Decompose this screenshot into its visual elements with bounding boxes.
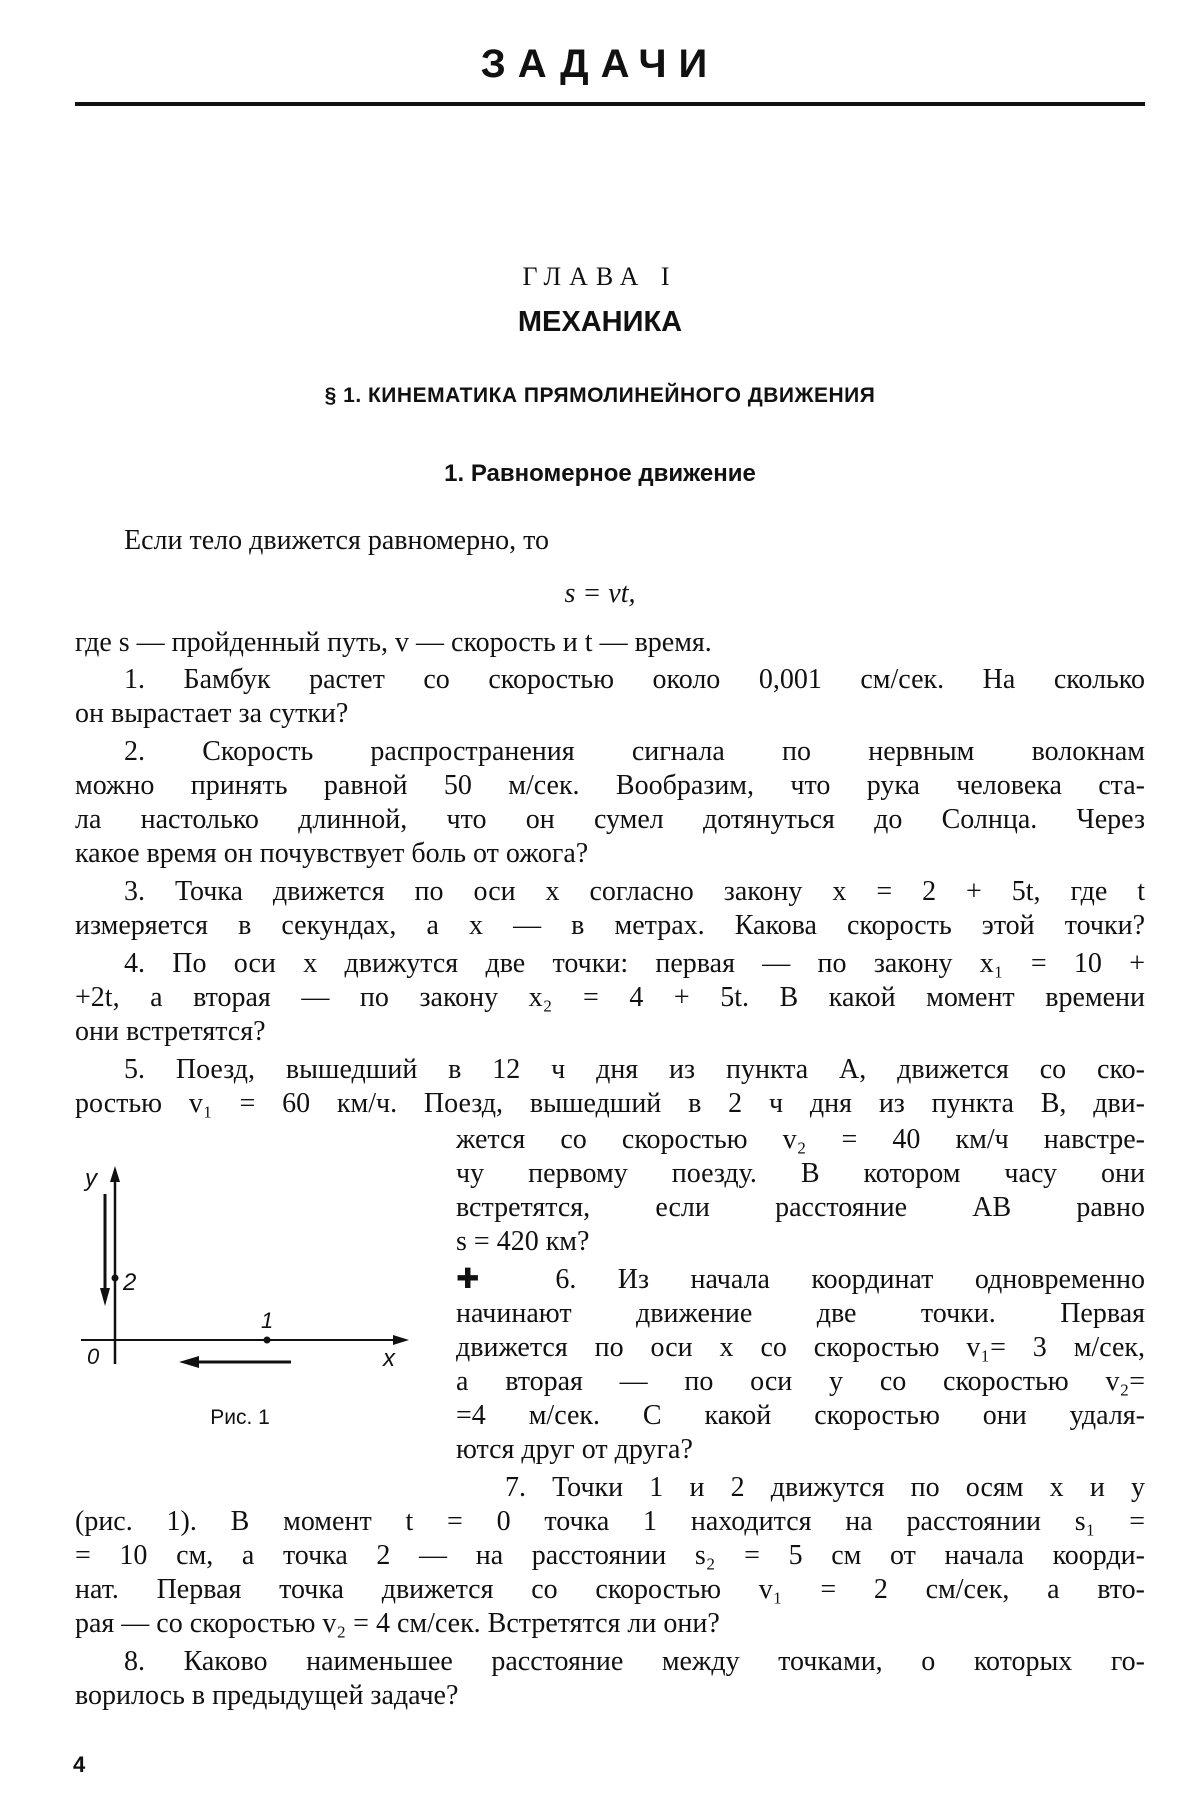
page-title: ЗАДАЧИ	[480, 42, 720, 86]
page-number: 4	[73, 1752, 86, 1777]
text-line: s = 420 км?	[456, 1226, 590, 1257]
formula: s = vt,	[564, 578, 636, 609]
text-line: 7. Точки 1 и 2 движутся по осям x и y	[505, 1472, 1145, 1503]
point-1-velocity-arrowhead	[179, 1356, 199, 1368]
origin-label: 0	[87, 1344, 100, 1369]
text-line: 2. Скорость распространения сигнала по нервным волокнам	[124, 736, 1145, 767]
chapter-label: ГЛАВА I	[522, 262, 678, 291]
text-line: ются друг от друга?	[456, 1434, 693, 1465]
chapter-title: МЕХАНИКА	[517, 306, 683, 338]
text-line: жется со скоростью v₂ = 40 км/ч навстре-	[456, 1124, 1145, 1155]
y-axis-arrowhead	[110, 1166, 120, 1182]
text-line: движется по оси x со скоростью v₁= 3 м/сек,	[456, 1332, 1145, 1363]
point-2-marker	[112, 1275, 119, 1282]
x-axis-label: x	[383, 1345, 395, 1372]
text-line: 5. Поезд, вышедший в 12 ч дня из пункта A, движется со ско-	[124, 1054, 1145, 1085]
where-line: где s — пройденный путь, v — скорость и t — время.	[75, 627, 712, 658]
text-line: можно принять равной 50 м/сек. Вообразим, что рука человека ста-	[75, 770, 1145, 801]
point-2-velocity-arrowhead	[100, 1288, 110, 1306]
text-line: 1. Бамбук растет со скоростью около 0,001 см/сек. На сколько	[124, 664, 1145, 695]
y-axis-label: y	[85, 1165, 97, 1192]
text-line: начинают движение две точки. Первая	[456, 1298, 1145, 1329]
text-line: 8. Каково наименьшее расстояние между точками, о которых го-	[124, 1646, 1145, 1677]
point-1-label: 1	[261, 1308, 274, 1333]
point-2-label: 2	[123, 1269, 137, 1296]
text-line: ✚ 6. Из начала координат одновременно	[456, 1264, 1145, 1295]
text-line: рая — со скоростью v₂ = 4 см/сек. Встретятся ли они?	[75, 1608, 720, 1639]
figure-caption: Рис. 1	[210, 1406, 270, 1429]
text-line: =4 м/сек. С какой скоростью они удаля-	[456, 1400, 1145, 1431]
text-line: какое время он почувствует боль от ожога?	[75, 838, 589, 869]
text-line: ла настолько длинной, что он сумел дотянуться до Солнца. Через	[75, 804, 1145, 835]
text-line: чу первому поезду. В котором часу они	[456, 1158, 1145, 1189]
figure-coordinate-axes	[75, 1158, 415, 1378]
text-line: ворилось в предыдущей задаче?	[75, 1680, 459, 1711]
title-rule	[75, 102, 1145, 106]
point-1-marker	[264, 1337, 271, 1344]
text-line: они встретятся?	[75, 1016, 266, 1047]
x-axis-arrowhead	[393, 1335, 409, 1345]
text-line: (рис. 1). В момент t = 0 точка 1 находится на расстоянии s₁ =	[75, 1506, 1145, 1537]
intro-line: Если тело движется равномерно, то	[124, 525, 549, 556]
text-line: 3. Точка движется по оси x согласно закону x = 2 + 5t, где t	[124, 876, 1145, 907]
text-line: нат. Первая точка движется со скоростью v₁ = 2 см/сек, а вто-	[75, 1574, 1145, 1605]
text-line: измеряется в секундах, а x — в метрах. Какова скорость этой точки?	[75, 910, 1145, 941]
text-line: а вторая — по оси y со скоростью v₂=	[456, 1366, 1145, 1397]
text-line: +2t, а вторая — по закону x₂ = 4 + 5t. В какой момент времени	[75, 982, 1145, 1013]
subsection-title: 1. Равномерное движение	[444, 460, 756, 487]
text-line: = 10 см, а точка 2 — на расстоянии s₂ = 5 см от начала коорди-	[75, 1540, 1145, 1571]
section-title: § 1. КИНЕМАТИКА ПРЯМОЛИНЕЙНОГО ДВИЖЕНИЯ	[324, 384, 876, 407]
text-line: 4. По оси x движутся две точки: первая — по закону x₁ = 10 +	[124, 948, 1145, 979]
text-line: ростью v₁ = 60 км/ч. Поезд, вышедший в 2 ч дня из пункта B, дви-	[75, 1088, 1145, 1119]
text-line: встретятся, если расстояние AB равно	[456, 1192, 1145, 1223]
text-line: он вырастает за сутки?	[75, 698, 349, 729]
